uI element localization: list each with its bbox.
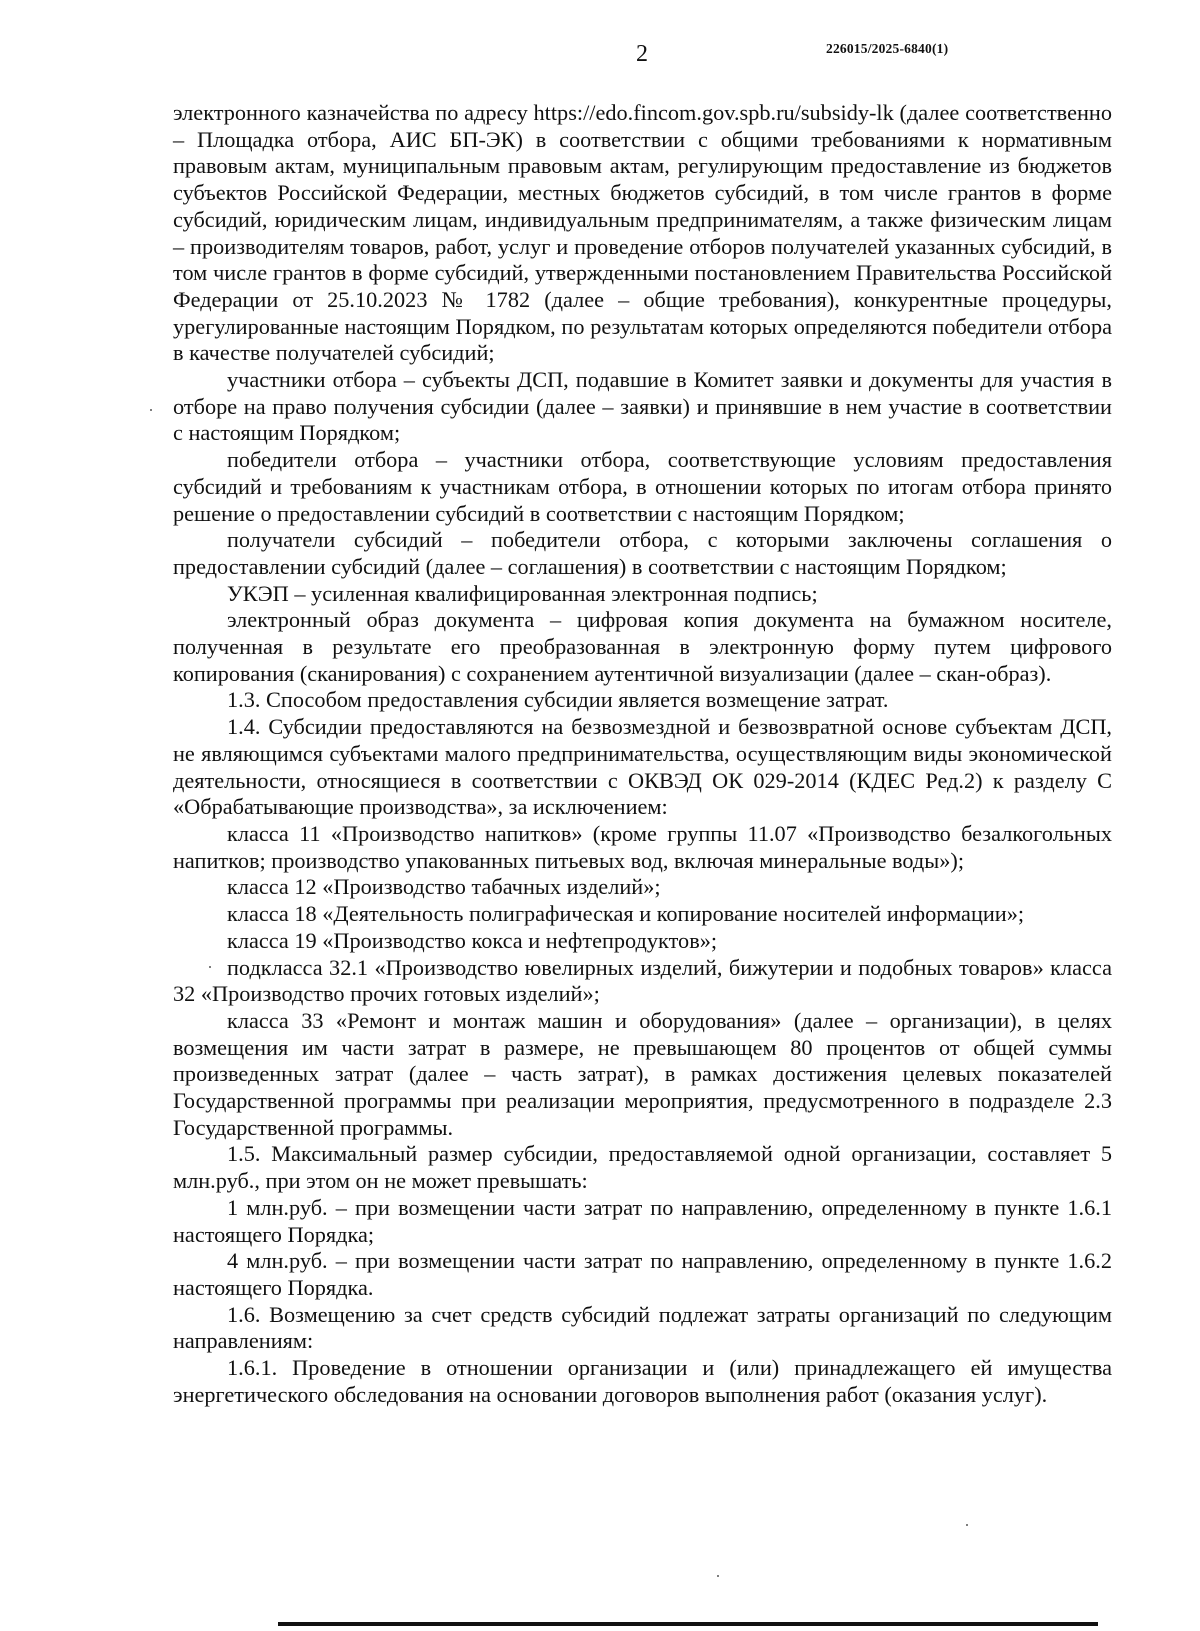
paragraph-winners: победители отбора – участники отбора, соответствующие условиям предоставления субсидий и требованиям к участникам отбора, в отношении которых по итогам отбора принято решение о предоставлении субсидий в соответствии с настоящим Порядком; (173, 447, 1112, 526)
paragraph-1-6: 1.6. Возмещению за счет средств субсидий подлежат затраты организаций по следующим направлениям: (173, 1301, 1112, 1354)
paragraph-continuation: электронного казначейства по адресу https://edo.fincom.gov.spb.ru/subsidy-lk (далее соответственно – Площадка отбора, АИС БП-ЭК) в соответствии с общими требованиями к нормативным правовым актам, муниципальным правовым актам, регулирующим предоставление из бюджетов субъектов Российской Федерации, местных бюджетов субсидий, в том числе грантов в форме субсидий, юридическим лицам, индивидуальным предпринимателям, а также физическим лицам – производителям товаров, работ, услуг и проведение отборов получателей указанных субсидий, в том числе грантов в форме субсидий, утвержденными постановлением Правительства Российской Федерации от 25.10.2023 № 1782 (далее – общие требования), конкурентные процедуры, урегулированные настоящим Порядком, по результатам которых определяются победители отбора в качестве получателей субсидий; (173, 100, 1112, 366)
paragraph-ukep: УКЭП – усиленная квалифицированная электронная подпись; (227, 580, 818, 606)
scan-speck (150, 409, 152, 411)
scan-speck (717, 1575, 719, 1577)
paragraph-4-mln: 4 млн.руб. – при возмещении части затрат по направлению, определенному в пункте 1.6.2 настоящего Порядка. (173, 1248, 1112, 1300)
scan-bottom-edge (278, 1622, 1098, 1626)
paragraph-class-18: класса 18 «Деятельность полиграфическая и копирование носителей информации»; (227, 901, 1025, 927)
document-registration-number: 226015/2025-6840(1) (826, 41, 949, 56)
paragraph-1-3: 1.3. Способом предоставления субсидии является возмещение затрат. (227, 687, 889, 713)
paragraph-1-6-1: 1.6.1. Проведение в отношении организации и (или) принадлежащего ей имущества энергетического обследования на основании договоров выполнения работ (оказания услуг). (173, 1355, 1112, 1407)
paragraph-subclass-32-1: подкласса 32.1 «Производство ювелирных изделий, бижутерии и подобных товаров» класса 32 «Производство прочих готовых изделий»; (173, 954, 1112, 1007)
paragraph-class-12: класса 12 «Производство табачных изделий»; (227, 874, 661, 900)
paragraph-class-11: класса 11 «Производство напитков» (кроме группы 11.07 «Производство безалкогольных напитков; производство упакованных питьевых вод, включая минеральные воды»); (173, 820, 1112, 873)
paragraph-participants: участники отбора – субъекты ДСП, подавшие в Комитет заявки и документы для участия в отборе на право получения субсидии (далее – заявки) и принявшие в нем участие в соответствии с настоящим Порядком; (173, 367, 1112, 446)
scan-speck (209, 966, 211, 968)
paragraph-1-mln: 1 млн.руб. – при возмещении части затрат по направлению, определенному в пункте 1.6.1 настоящего Порядка; (173, 1194, 1112, 1247)
paragraph-recipients: получатели субсидий – победители отбора, с которыми заключены соглашения о предоставлении субсидий (далее – соглашения) в соответствии с настоящим Порядком; (173, 527, 1112, 579)
document-body (173, 100, 1112, 1408)
scan-speck (966, 1524, 968, 1526)
paragraph-electronic-image: электронный образ документа – цифровая копия документа на бумажном носителе, полученная в результате его преобразованная в электронную форму путем цифрового копирования (сканирования) с сохранением аутентичной визуализации (далее – скан-образ). (173, 607, 1112, 686)
paragraph-1-5: 1.5. Максимальный размер субсидии, предоставляемой одной организации, составляет 5 млн.руб., при этом он не может превышать: (173, 1141, 1112, 1194)
page-number: 2 (636, 41, 648, 67)
paragraph-1-4: 1.4. Субсидии предоставляются на безвозмездной и безвозвратной основе субъектам ДСП, не являющимся субъектами малого предпринимательства, осуществляющим виды экономической деятельности, относящиеся в соответствии с ОКВЭД ОК 029-2014 (КДЕС Ред.2) к разделу С «Обрабатывающие производства», за исключением: (173, 714, 1112, 820)
paragraph-class-33: класса 33 «Ремонт и монтаж машин и оборудования» (далее – организации), в целях возмещения им части затрат в размере, не превышающем 80 процентов от общей суммы произведенных затрат (далее – часть затрат), в рамках достижения целевых показателей Государственной программы при реализации мероприятия, предусмотренного в подразделе 2.3 Государственной программы. (173, 1007, 1112, 1140)
paragraph-class-19: класса 19 «Производство кокса и нефтепродуктов»; (227, 927, 718, 953)
